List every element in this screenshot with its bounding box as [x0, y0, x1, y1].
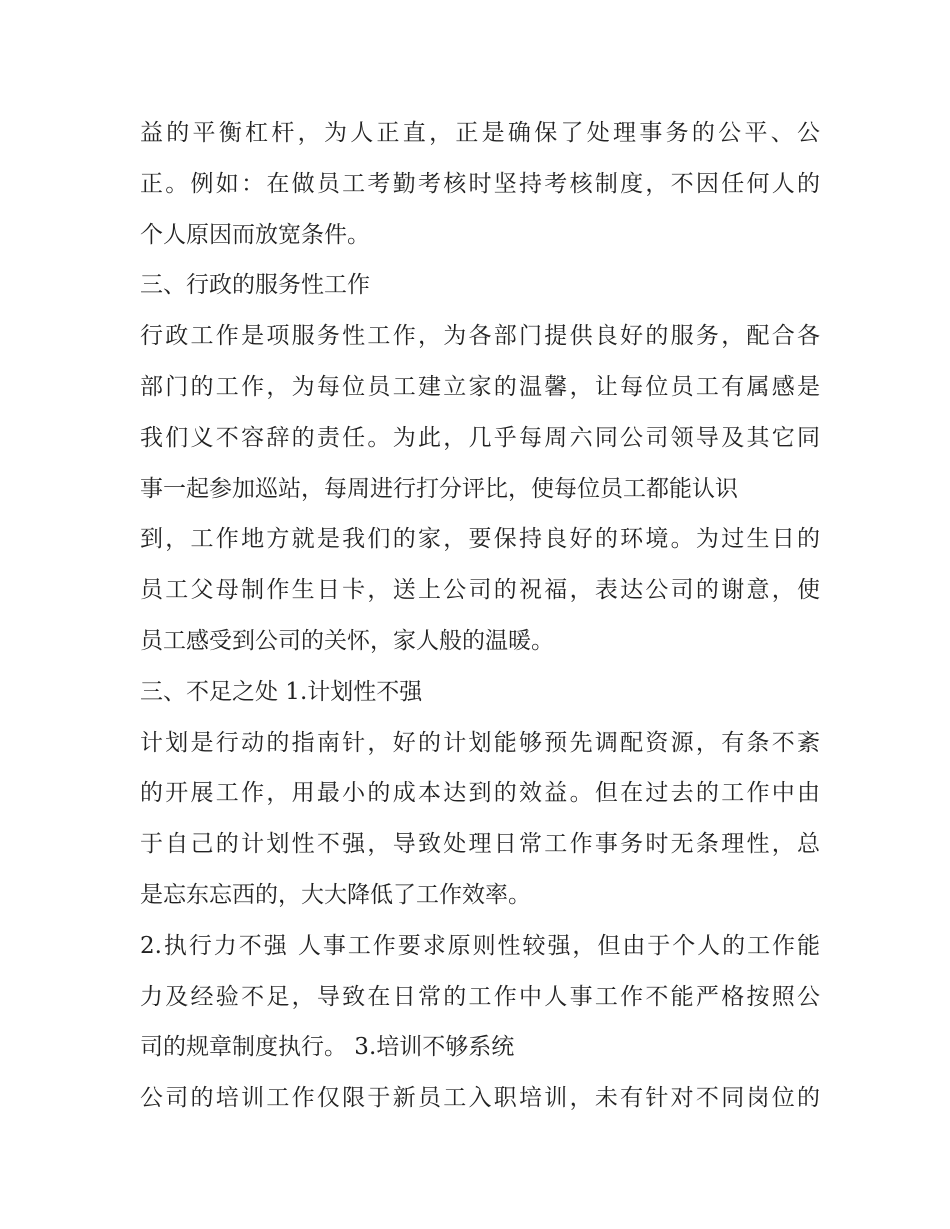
- section-heading: 三、行政的服务性工作: [140, 272, 370, 299]
- text-line: 是忘东忘西的，大大降低了工作效率。: [140, 881, 531, 908]
- text-line: 事一起参加巡站，每周进行打分评比，使每位员工都能认识: [140, 475, 738, 502]
- text-line: 到，工作地方就是我们的家，要保持良好的环境。为过生日的: [140, 526, 820, 553]
- document-body-text: [140, 108, 820, 1124]
- text-line: 行政工作是项服务性工作，为各部门提供良好的服务，配合各: [140, 323, 820, 350]
- text-line: 于自己的计划性不强，导致处理日常工作事务时无条理性，总: [140, 831, 820, 858]
- text-line: 益的平衡杠杆，为人正直，正是确保了处理事务的公平、公: [140, 120, 820, 146]
- text-line: 公司的培训工作仅限于新员工入职培训，未有针对不同岗位的: [140, 1085, 820, 1112]
- text-line: 司的规章制度执行。 3.培训不够系统: [140, 1034, 515, 1061]
- text-line: 的开展工作，用最小的成本达到的效益。但在过去的工作中由: [140, 780, 820, 807]
- text-line: 我们义不容辞的责任。为此，几乎每周六同公司领导及其它同: [140, 424, 820, 451]
- text-line: 计划是行动的指南针，好的计划能够预先调配资源，有条不紊: [140, 729, 820, 756]
- text-line: 2.执行力不强 人事工作要求原则性较强，但由于个人的工作能: [140, 932, 820, 959]
- text-line: 部门的工作，为每位员工建立家的温馨，让每位员工有属感是: [140, 373, 820, 400]
- text-line: 力及经验不足，导致在日常的工作中人事工作不能严格按照公: [140, 983, 820, 1010]
- section-heading: 三、不足之处 1.计划性不强: [140, 678, 423, 705]
- text-line: 正。例如：在做员工考勤考核时坚持考核制度，不因任何人的: [140, 170, 820, 197]
- text-line: 员工父母制作生日卡，送上公司的祝福，表达公司的谢意，使: [140, 577, 820, 604]
- text-line: 员工感受到公司的关怀，家人般的温暖。: [140, 627, 554, 654]
- text-line: 个人原因而放宽条件。: [140, 221, 370, 248]
